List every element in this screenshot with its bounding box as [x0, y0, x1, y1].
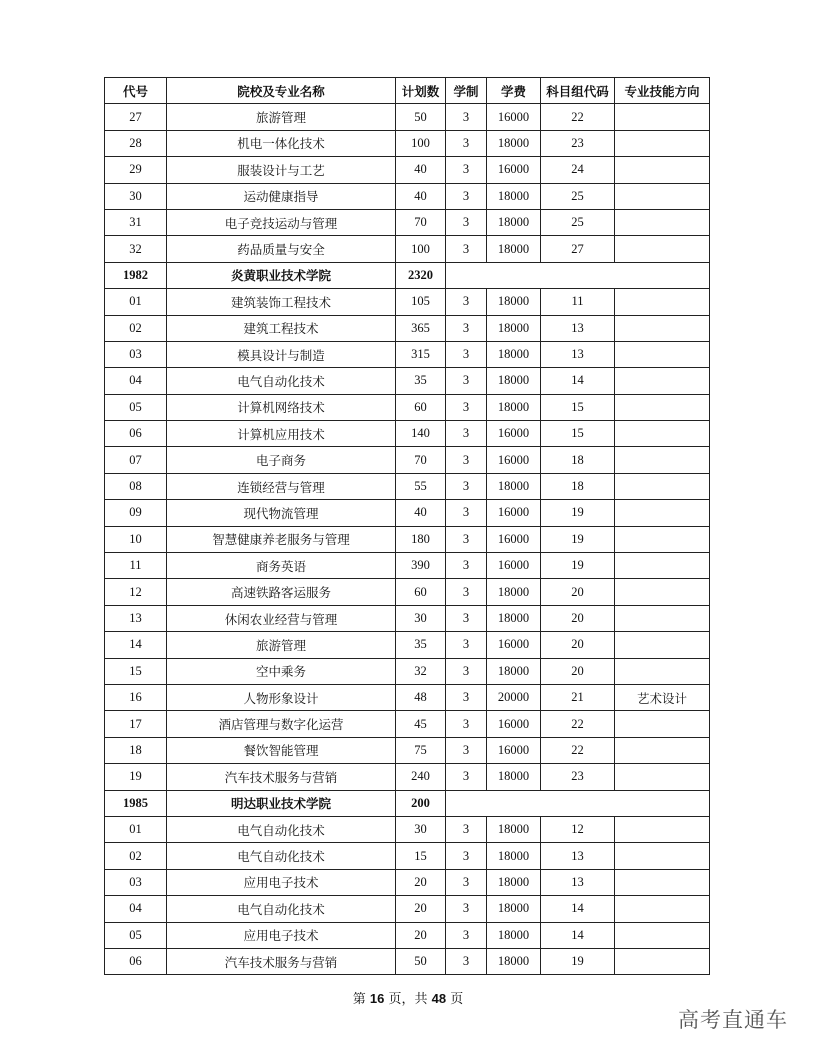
major-code: 03: [105, 869, 167, 895]
major-code: 29: [105, 157, 167, 183]
admissions-plan-table: [104, 77, 710, 975]
subject-group-code: 19: [541, 500, 615, 526]
major-name: 连锁经营与管理: [167, 473, 396, 499]
major-name: 服装设计与工艺: [167, 157, 396, 183]
watermark: 高考直通车: [678, 1008, 788, 1032]
study-years: 3: [446, 289, 487, 315]
subject-group-code: 19: [541, 553, 615, 579]
subject-group-code: 14: [541, 896, 615, 922]
major-code: 06: [105, 948, 167, 974]
subject-group-code: 20: [541, 632, 615, 658]
subject-group-code: 27: [541, 236, 615, 262]
table-row: [105, 130, 710, 156]
study-years: 3: [446, 684, 487, 710]
major-code: 19: [105, 764, 167, 790]
study-years: 3: [446, 394, 487, 420]
major-code: 05: [105, 922, 167, 948]
subject-group-code: 13: [541, 341, 615, 367]
plan-count: 105: [396, 289, 446, 315]
tuition-fee: 18000: [487, 473, 541, 499]
skill-direction: [615, 315, 710, 341]
skill-direction: [615, 764, 710, 790]
tuition-fee: 18000: [487, 579, 541, 605]
major-name: 应用电子技术: [167, 869, 396, 895]
subject-group-code: 20: [541, 579, 615, 605]
major-code: 05: [105, 394, 167, 420]
plan-count: 180: [396, 526, 446, 552]
study-years: 3: [446, 315, 487, 341]
tuition-fee: 18000: [487, 341, 541, 367]
major-code: 03: [105, 341, 167, 367]
school-row-blank: [446, 262, 710, 288]
table-row: [105, 447, 710, 473]
plan-count: 32: [396, 658, 446, 684]
skill-direction: [615, 632, 710, 658]
subject-group-code: 22: [541, 737, 615, 763]
subject-group-code: 18: [541, 473, 615, 499]
skill-direction: [615, 948, 710, 974]
table-row: [105, 236, 710, 262]
subject-group-code: 13: [541, 315, 615, 341]
subject-group-code: 25: [541, 183, 615, 209]
skill-direction: [615, 473, 710, 499]
major-code: 12: [105, 579, 167, 605]
skill-direction: [615, 183, 710, 209]
study-years: 3: [446, 737, 487, 763]
major-code: 30: [105, 183, 167, 209]
school-row: [105, 790, 710, 816]
major-name: 应用电子技术: [167, 922, 396, 948]
study-years: 3: [446, 183, 487, 209]
study-years: 3: [446, 632, 487, 658]
skill-direction: [615, 579, 710, 605]
skill-direction: [615, 236, 710, 262]
skill-direction: [615, 500, 710, 526]
table-row: [105, 658, 710, 684]
tuition-fee: 18000: [487, 289, 541, 315]
major-name: 人物形象设计: [167, 684, 396, 710]
school-code: 1985: [105, 790, 167, 816]
tuition-fee: 18000: [487, 816, 541, 842]
major-code: 14: [105, 632, 167, 658]
skill-direction: [615, 209, 710, 235]
school-plan-total: 2320: [396, 262, 446, 288]
major-code: 09: [105, 500, 167, 526]
table-row: [105, 948, 710, 974]
major-code: 16: [105, 684, 167, 710]
tuition-fee: 18000: [487, 315, 541, 341]
subject-group-code: 14: [541, 368, 615, 394]
tuition-fee: 18000: [487, 183, 541, 209]
plan-count: 50: [396, 948, 446, 974]
major-code: 11: [105, 553, 167, 579]
subject-group-code: 12: [541, 816, 615, 842]
table-row: [105, 473, 710, 499]
table-row: [105, 500, 710, 526]
skill-direction: [615, 605, 710, 631]
header-subject-code: 科目组代码: [541, 78, 615, 104]
skill-direction: [615, 421, 710, 447]
plan-count: 40: [396, 183, 446, 209]
page-number: 16: [369, 991, 385, 1006]
skill-direction: [615, 869, 710, 895]
major-name: 电气自动化技术: [167, 816, 396, 842]
school-row: [105, 262, 710, 288]
plan-count: 15: [396, 843, 446, 869]
skill-direction: [615, 922, 710, 948]
major-code: 17: [105, 711, 167, 737]
plan-count: 365: [396, 315, 446, 341]
major-name: 汽车技术服务与营销: [167, 948, 396, 974]
table-row: [105, 737, 710, 763]
major-code: 31: [105, 209, 167, 235]
study-years: 3: [446, 157, 487, 183]
tuition-fee: 18000: [487, 658, 541, 684]
major-code: 04: [105, 368, 167, 394]
subject-group-code: 22: [541, 711, 615, 737]
plan-count: 140: [396, 421, 446, 447]
table-row: [105, 394, 710, 420]
tuition-fee: 16000: [487, 737, 541, 763]
plan-count: 60: [396, 579, 446, 605]
table-row: [105, 553, 710, 579]
major-name: 电子竞技运动与管理: [167, 209, 396, 235]
major-code: 04: [105, 896, 167, 922]
study-years: 3: [446, 473, 487, 499]
plan-count: 45: [396, 711, 446, 737]
subject-group-code: 24: [541, 157, 615, 183]
plan-count: 35: [396, 632, 446, 658]
school-code: 1982: [105, 262, 167, 288]
study-years: 3: [446, 896, 487, 922]
plan-count: 55: [396, 473, 446, 499]
subject-group-code: 13: [541, 843, 615, 869]
skill-direction: [615, 737, 710, 763]
major-name: 商务英语: [167, 553, 396, 579]
major-code: 18: [105, 737, 167, 763]
tuition-fee: 18000: [487, 394, 541, 420]
major-code: 28: [105, 130, 167, 156]
header-fee: 学费: [487, 78, 541, 104]
subject-group-code: 14: [541, 922, 615, 948]
major-name: 模具设计与制造: [167, 341, 396, 367]
subject-group-code: 20: [541, 605, 615, 631]
tuition-fee: 16000: [487, 157, 541, 183]
plan-count: 70: [396, 447, 446, 473]
major-name: 高速铁路客运服务: [167, 579, 396, 605]
study-years: 3: [446, 236, 487, 262]
plan-count: 315: [396, 341, 446, 367]
plan-count: 20: [396, 869, 446, 895]
tuition-fee: 18000: [487, 869, 541, 895]
study-years: 3: [446, 341, 487, 367]
table-row: [105, 315, 710, 341]
tuition-fee: 18000: [487, 922, 541, 948]
school-row-blank: [446, 790, 710, 816]
study-years: 3: [446, 553, 487, 579]
subject-group-code: 19: [541, 526, 615, 552]
tuition-fee: 18000: [487, 605, 541, 631]
major-name: 酒店管理与数字化运营: [167, 711, 396, 737]
major-code: 01: [105, 289, 167, 315]
major-name: 电气自动化技术: [167, 896, 396, 922]
subject-group-code: 19: [541, 948, 615, 974]
major-name: 电气自动化技术: [167, 843, 396, 869]
table-row: [105, 684, 710, 710]
major-name: 电气自动化技术: [167, 368, 396, 394]
page-total: 48: [431, 991, 447, 1006]
table-row: [105, 843, 710, 869]
table-row: [105, 526, 710, 552]
tuition-fee: 18000: [487, 948, 541, 974]
major-name: 机电一体化技术: [167, 130, 396, 156]
skill-direction: [615, 104, 710, 130]
plan-count: 50: [396, 104, 446, 130]
table-row: [105, 764, 710, 790]
major-name: 休闲农业经营与管理: [167, 605, 396, 631]
subject-group-code: 23: [541, 130, 615, 156]
tuition-fee: 16000: [487, 421, 541, 447]
tuition-fee: 18000: [487, 368, 541, 394]
table-row: [105, 711, 710, 737]
major-name: 电子商务: [167, 447, 396, 473]
tuition-fee: 16000: [487, 447, 541, 473]
tuition-fee: 16000: [487, 711, 541, 737]
major-name: 建筑工程技术: [167, 315, 396, 341]
major-name: 智慧健康养老服务与管理: [167, 526, 396, 552]
tuition-fee: 18000: [487, 896, 541, 922]
tuition-fee: 18000: [487, 236, 541, 262]
study-years: 3: [446, 816, 487, 842]
major-code: 07: [105, 447, 167, 473]
major-name: 旅游管理: [167, 104, 396, 130]
tuition-fee: 18000: [487, 209, 541, 235]
skill-direction: [615, 526, 710, 552]
major-code: 02: [105, 315, 167, 341]
school-plan-total: 200: [396, 790, 446, 816]
study-years: 3: [446, 368, 487, 394]
table-row: [105, 289, 710, 315]
skill-direction: [615, 368, 710, 394]
major-code: 08: [105, 473, 167, 499]
plan-count: 100: [396, 236, 446, 262]
tuition-fee: 16000: [487, 553, 541, 579]
skill-direction: [615, 553, 710, 579]
tuition-fee: 16000: [487, 632, 541, 658]
subject-group-code: 23: [541, 764, 615, 790]
study-years: 3: [446, 869, 487, 895]
study-years: 3: [446, 209, 487, 235]
subject-group-code: 11: [541, 289, 615, 315]
study-years: 3: [446, 500, 487, 526]
major-name: 计算机应用技术: [167, 421, 396, 447]
plan-count: 30: [396, 605, 446, 631]
study-years: 3: [446, 764, 487, 790]
plan-count: 35: [396, 368, 446, 394]
study-years: 3: [446, 421, 487, 447]
study-years: 3: [446, 579, 487, 605]
table-row: [105, 341, 710, 367]
major-name: 药品质量与安全: [167, 236, 396, 262]
study-years: 3: [446, 948, 487, 974]
skill-direction: [615, 341, 710, 367]
table-row: [105, 605, 710, 631]
study-years: 3: [446, 526, 487, 552]
plan-count: 60: [396, 394, 446, 420]
subject-group-code: 15: [541, 421, 615, 447]
major-code: 06: [105, 421, 167, 447]
skill-direction: [615, 843, 710, 869]
study-years: 3: [446, 922, 487, 948]
skill-direction: [615, 447, 710, 473]
major-name: 建筑装饰工程技术: [167, 289, 396, 315]
tuition-fee: 16000: [487, 104, 541, 130]
tuition-fee: 16000: [487, 500, 541, 526]
plan-count: 390: [396, 553, 446, 579]
school-name: 明达职业技术学院: [167, 790, 396, 816]
skill-direction: [615, 289, 710, 315]
table-row: [105, 896, 710, 922]
study-years: 3: [446, 658, 487, 684]
subject-group-code: 13: [541, 869, 615, 895]
major-name: 计算机网络技术: [167, 394, 396, 420]
major-name: 旅游管理: [167, 632, 396, 658]
study-years: 3: [446, 605, 487, 631]
page-footer: 第 16 页，共 48 页: [352, 991, 464, 1007]
table-row: [105, 579, 710, 605]
tuition-fee: 18000: [487, 764, 541, 790]
tuition-fee: 20000: [487, 684, 541, 710]
major-name: 餐饮智能管理: [167, 737, 396, 763]
table-row: [105, 183, 710, 209]
plan-count: 20: [396, 922, 446, 948]
study-years: 3: [446, 130, 487, 156]
major-code: 10: [105, 526, 167, 552]
major-name: 运动健康指导: [167, 183, 396, 209]
subject-group-code: 22: [541, 104, 615, 130]
tuition-fee: 18000: [487, 843, 541, 869]
major-code: 32: [105, 236, 167, 262]
tuition-fee: 18000: [487, 130, 541, 156]
study-years: 3: [446, 447, 487, 473]
study-years: 3: [446, 711, 487, 737]
major-code: 01: [105, 816, 167, 842]
major-code: 15: [105, 658, 167, 684]
plan-count: 240: [396, 764, 446, 790]
table-row: [105, 869, 710, 895]
skill-direction: [615, 157, 710, 183]
major-code: 27: [105, 104, 167, 130]
subject-group-code: 25: [541, 209, 615, 235]
header-years: 学制: [446, 78, 487, 104]
subject-group-code: 20: [541, 658, 615, 684]
school-name: 炎黄职业技术学院: [167, 262, 396, 288]
study-years: 3: [446, 104, 487, 130]
table-header-row: [105, 78, 710, 104]
table-row: [105, 104, 710, 130]
plan-count: 48: [396, 684, 446, 710]
header-name: 院校及专业名称: [167, 78, 396, 104]
plan-count: 100: [396, 130, 446, 156]
plan-count: 40: [396, 157, 446, 183]
header-plan: 计划数: [396, 78, 446, 104]
table-row: [105, 368, 710, 394]
subject-group-code: 18: [541, 447, 615, 473]
skill-direction: 艺术设计: [615, 684, 710, 710]
skill-direction: [615, 658, 710, 684]
major-name: 汽车技术服务与营销: [167, 764, 396, 790]
major-code: 02: [105, 843, 167, 869]
tuition-fee: 16000: [487, 526, 541, 552]
table-row: [105, 157, 710, 183]
table-row: [105, 209, 710, 235]
subject-group-code: 21: [541, 684, 615, 710]
header-code: 代号: [105, 78, 167, 104]
skill-direction: [615, 816, 710, 842]
table-row: [105, 922, 710, 948]
plan-count: 30: [396, 816, 446, 842]
plan-count: 40: [396, 500, 446, 526]
table-row: [105, 632, 710, 658]
skill-direction: [615, 896, 710, 922]
major-name: 空中乘务: [167, 658, 396, 684]
table-row: [105, 816, 710, 842]
plan-count: 20: [396, 896, 446, 922]
plan-count: 70: [396, 209, 446, 235]
skill-direction: [615, 130, 710, 156]
subject-group-code: 15: [541, 394, 615, 420]
major-code: 13: [105, 605, 167, 631]
major-name: 现代物流管理: [167, 500, 396, 526]
plan-count: 75: [396, 737, 446, 763]
table-row: [105, 421, 710, 447]
skill-direction: [615, 711, 710, 737]
header-skill-direction: 专业技能方向: [615, 78, 710, 104]
study-years: 3: [446, 843, 487, 869]
skill-direction: [615, 394, 710, 420]
